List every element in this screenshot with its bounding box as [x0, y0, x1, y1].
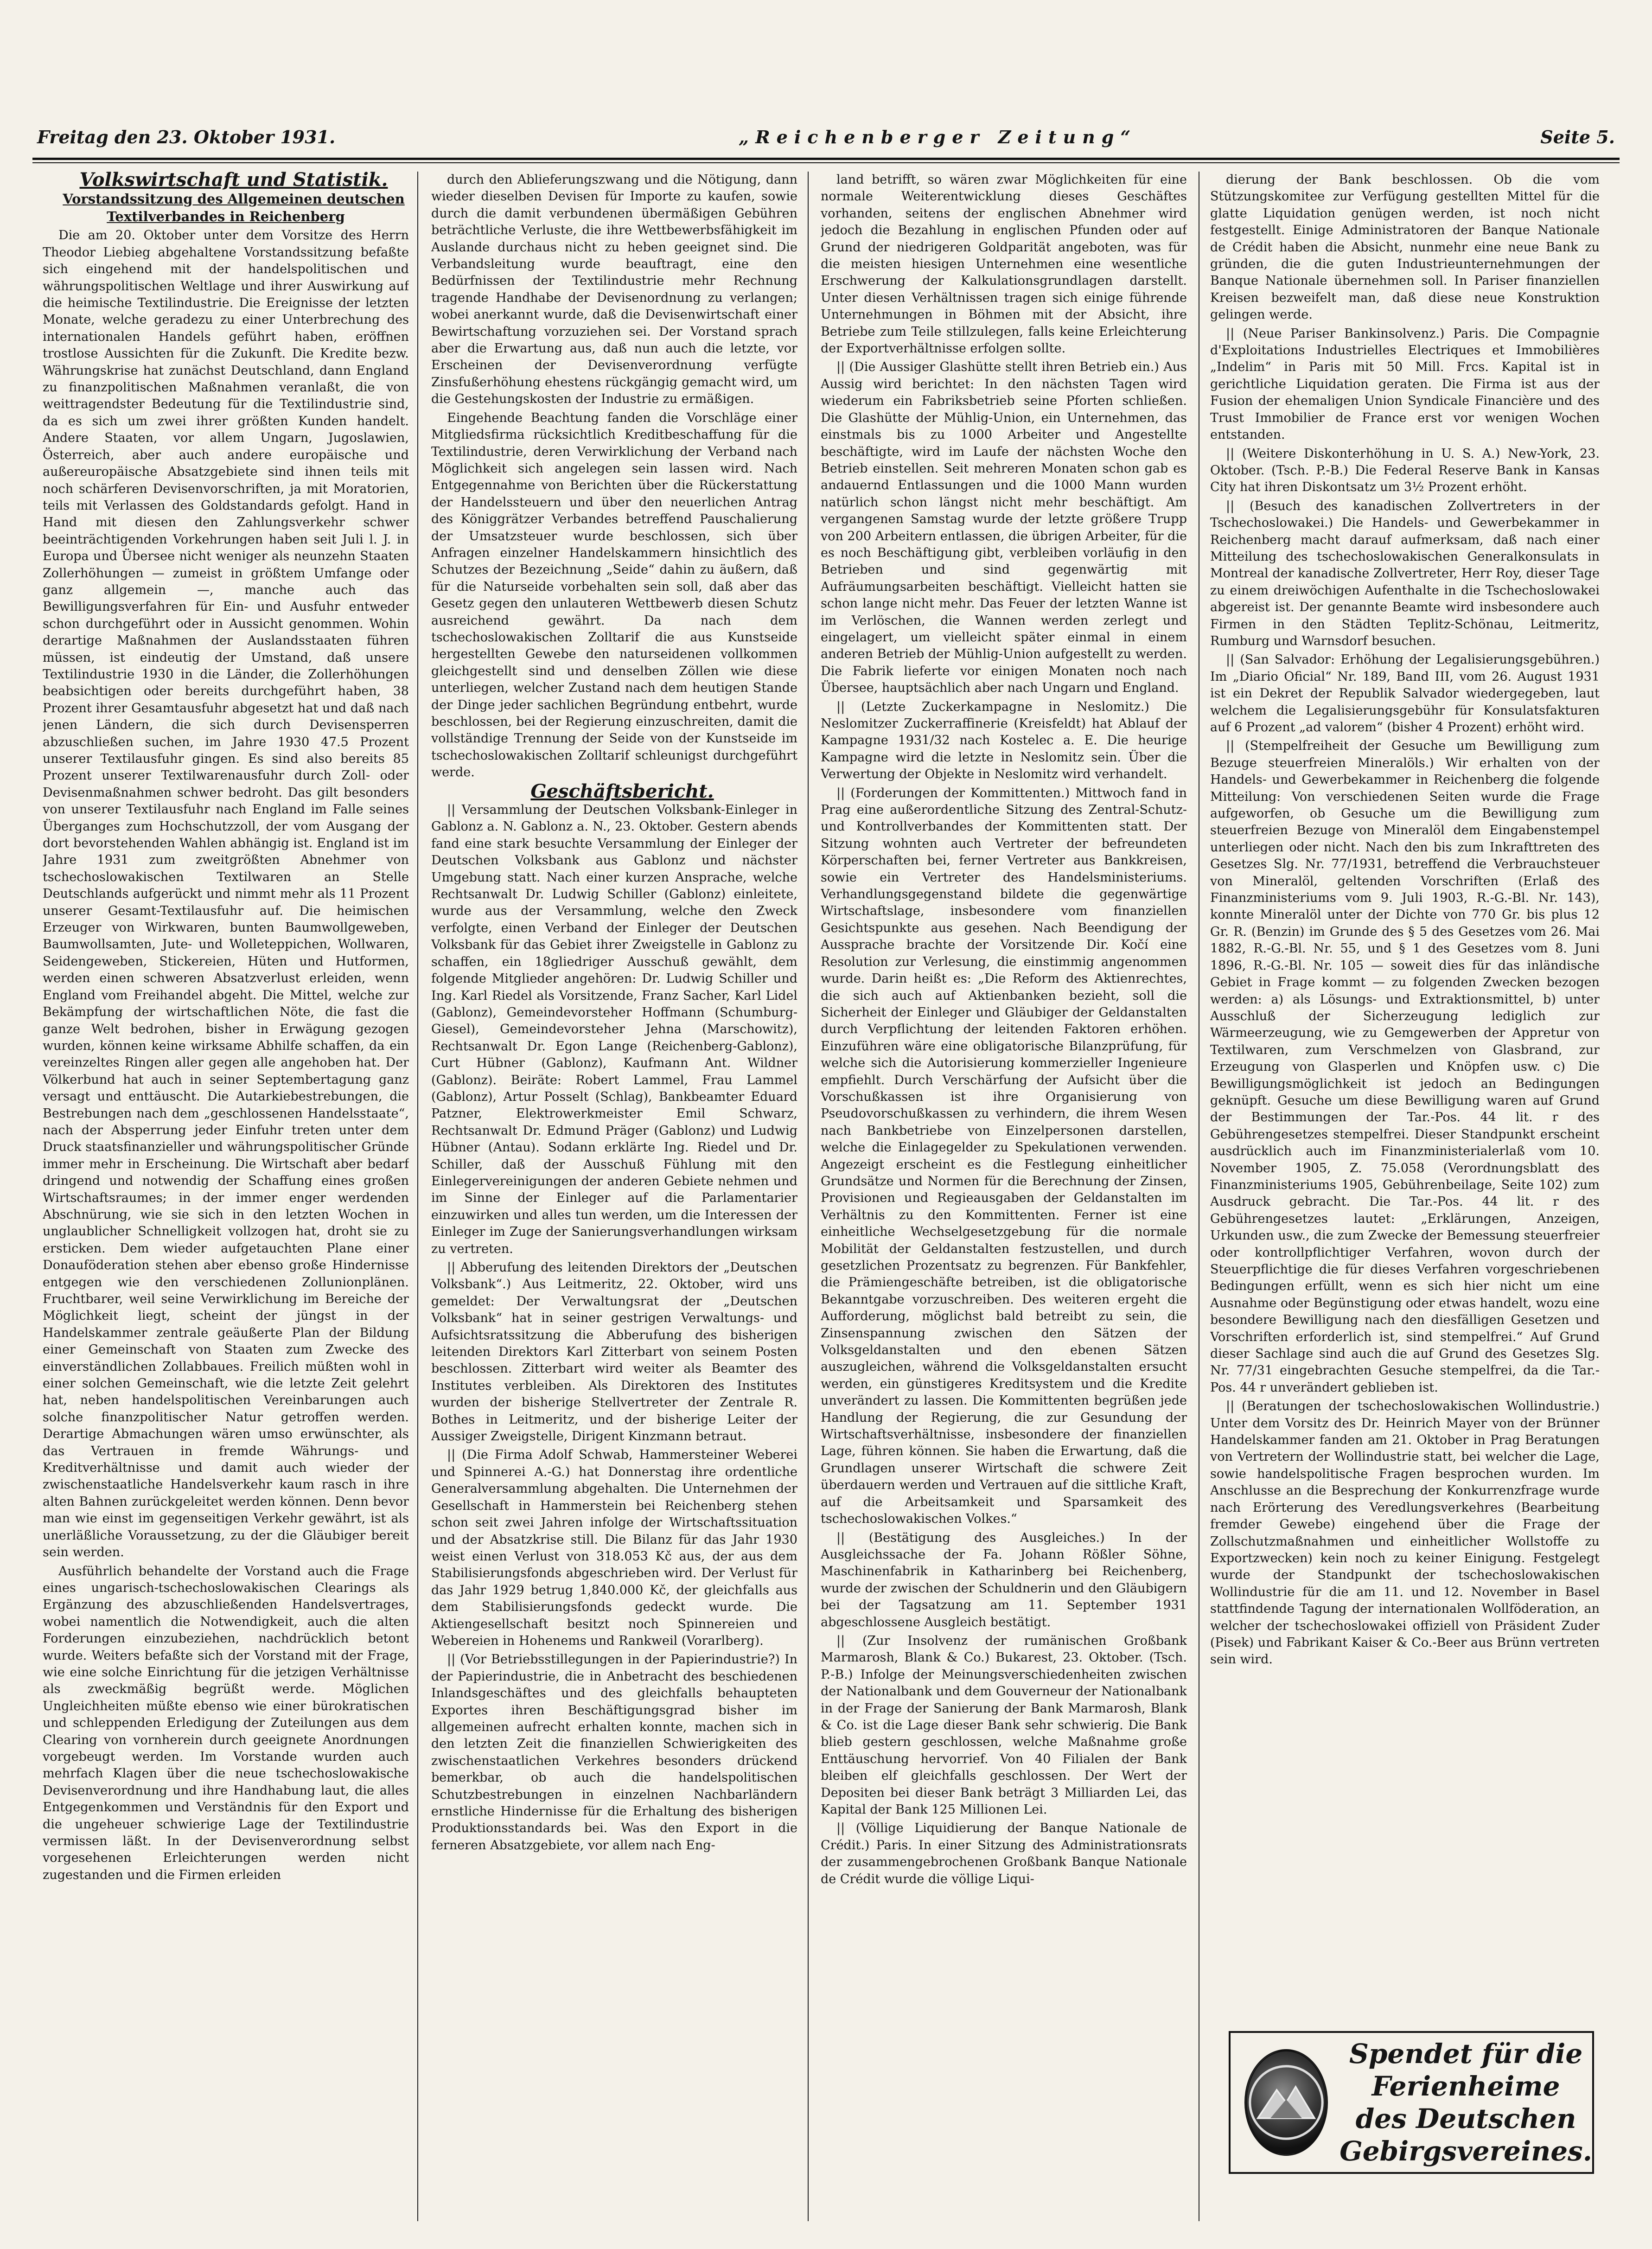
- ad-line: Ferienheime: [1371, 2070, 1560, 2102]
- column-divider: [417, 172, 418, 2221]
- ad-line: des Deutschen: [1355, 2103, 1576, 2134]
- report-item: || (Forderungen der Kommittenten.) Mittwoch fand in Prag eine außerordentliche Sitzung des Zentral-Schutz- und Kontrollverbandes der Kommittenten statt. Der Sitzung wohnten auch Vertreter der befreundeten Körperschaften bei, ferner Vertreter aus Bankkreisen, sowie ein Vertreter des Handelsministeriums. Verhandlungsgegenstand bildete die gegenwärtige Wirtschaftslage, insbesondere vom finanziellen Gesichtspunkte aus gesehen. Nach Beendigung der Aussprache brachte der Vorsitzende Dir. Kočí eine Resolution zur Verlesung, die einstimmig angenommen wurde. Darin heißt es: „Die Reform des Aktienrechtes, die sich auch auf Aktienbanken bezieht, soll die Sicherheit der Einleger und Gläubiger der Geldanstalten durch Verpflichtung der leitenden Faktoren erhöhen. Einzuführen wäre eine obligatorische Bilanzprüfung, für welche sich die Autorisierung kommerzieller Ingenieure empfiehlt. Durch Verschärfung der Aufsicht über die Vorschußkassen ist ihre Organisierung von Pseudovorschußkassen zu verhindern, die ihrem Wesen nach Bankbetriebe von Einzelpersonen darstellen, welche die Einlagegelder zu Spekulationen verwenden. Angezeigt erscheint es die Festlegung einheitlicher Grundsätze und Normen für die Berechnung der Zinsen, Provisionen und Regieausgaben der Geldanstalten im Verhältnis zu den Kommittenten. Ferner ist eine einheitliche Wechselgesetzgebung für die normale Mobilität der Geldanstalten festzustellen, und durch gesetzlichen Prozentsatz zu begrenzen. Für Bankfehler, die Prämiengeschäfte betreiben, ist die obligatorische Bekanntgabe vorzuschreiben. Des weiteren ergeht die Aufforderung, möglichst bald betreibt zu sein, die Zinsenspannung zwischen den Sätzen der Volksgeldanstalten und den ebenen Sätzen auszugleichen, während die Volksgeldanstalten ersucht werden, ein günstigeres Kreditsystem und die Kredite unverändert zu lassen. Die Kommittenten begrüßen jede Handlung der Regierung, die zur Gesundung der Wirtschaftsverhältnisse, insbesondere der finanziellen Lage, führen können. Sie haben die Erwartung, daß die Grundlagen unserer Wirtschaft die schwere Zeit überdauern werden und Vertrauen auf die sittliche Kraft, auf die Arbeitsamkeit und Sparsamkeit des tschechoslowakischen Volkes.“: [821, 786, 1187, 1527]
- report-item: || (Weitere Diskonterhöhung in U. S. A.) New-York, 23. Oktober. (Tsch. P.-B.) Die Federal Reserve Bank in Kansas City hat ihren Diskontsatz um 3½ Prozent erhöht.: [1210, 446, 1600, 495]
- newspaper-title: „Reichenberger Zeitung“: [739, 126, 1137, 147]
- report-item: || (Bestätigung des Ausgleiches.) In der Ausgleichssache der Fa. Johann Rößler Söhne, Maschinenfabrik in Katharinberg bei Reichenberg, wurde der zwischen der Schuldnerin und den Gläubigern bei der Tagsatzung am 11. September 1931 abgeschlossene Ausgleich bestätigt.: [821, 1530, 1187, 1629]
- masthead: [37, 121, 1615, 153]
- report-item: || (Die Aussiger Glashütte stellt ihren Betrieb ein.) Aus Aussig wird berichtet: In den nächsten Tagen wird wiederum ein Fabriksbetrieb seine Pforten schließen. Die Glashütte der Mühlig-Union, ein Unternehmen, das einstmals bis zu 1000 Arbeiter und Angestellte beschäftigte, wird im Laufe der nächsten Woche den Betrieb einstellen. Seit mehreren Monaten schon gab es andauernd Entlassungen und die 1000 Mann wurden natürlich schon längst nicht mehr beschäftigt. Am vergangenen Samstag wurde der letzte größere Trupp von 200 Arbeitern entlassen, die übrigen Arbeiter, für die es noch Beschäftigung gibt, verbleiben vorläufig in den Betrieben und sind gegenwärtig mit Aufräumungsarbeiten beschäftigt. Vielleicht hatten sie schon lange nicht mehr. Das Feuer der letzten Wanne ist im Verlöschen, die Wannen werden zerlegt und eingelagert, um vielleicht später einmal in einem anderen Betrieb der Mühlig-Union aufgestellt zu werden. Die Fabrik lieferte vor einigen Monaten noch nach Übersee, hauptsächlich aber nach Ungarn und England.: [821, 360, 1187, 696]
- report-item: dierung der Bank beschlossen. Ob die vom Stützungskomitee zur Verfügung gestellten Mittel für die glatte Liquidation genügen werden, ist noch nicht festgestellt. Einige Administratoren der Banque Nationale de Crédit haben die Absicht, nunmehr eine neue Bank zu gründen, die die guten Industrieunternehmungen der Banque Nationale übernehmen soll. In Pariser finanziellen Kreisen bezweifelt man, daß diese neue Konstruktion gelingen werde.: [1210, 173, 1600, 322]
- article-subtitle: Vorstandssitzung des Allgemeinen deutschen Textilverbandes in Reichenberg: [63, 191, 405, 225]
- article-paragraph: Eingehende Beachtung fanden die Vorschläge einer Mitgliedsfirma rücksichtlich Kreditbeschaffung für die Textilindustrie, deren Verwirklichung der Verband nach Möglichkeit sich angelegen sein lassen wird. Nach Entgegennahme von Berichten über die Rückerstattung der Handelssteuern und über den neuerlichen Antrag des Königgrätzer Verbandes betreffend Pauschalierung der Umsatzsteuer wurde beschlossen, sich über Anfragen einzelner Handelskammern hinsichtlich des Schutzes der Bezeichnung „Seide“ dahin zu äußern, daß für die Naturseide vorbehalten sein soll, daß aber das Gesetz gegen den unlauteren Wettbewerb diesen Schutz ausreichend gewährt. Da nach dem tschechoslowakischen Zolltarif die aus Kunstseide hergestellten Gewebe den naturseidenen vollkommen gleichgestellt sind und denselben Zöllen wie diese unterliegen, welcher Zustand nach dem heutigen Stande der Dinge jeder sachlichen Begründung entbehrt, wurde beschlossen, bei der Regierung einzuschreiten, damit die vollständige Trennung der Seide von der Kunstseide im tschechoslowakischen Zolltarif schleunigst durchgeführt werde.: [431, 410, 797, 780]
- article-paragraph: durch den Ablieferungszwang und die Nötigung, dann wieder dieselben Devisen für Importe zu kaufen, sowie durch die damit verbundenen übermäßigen Gebühren beträchtliche Verluste, die ihre Wettbewerbsfähigkeit im Auslande durchaus nicht zu heben geeignet sind. Die Verbandsleitung wurde beauftragt, eine den Bedürfnissen der Textilindustrie mehr Rechnung tragende Handhabe der Devisenordnung zu verlangen; wobei anerkannt wurde, daß die Devisenwirtschaft einer Bewirtschaftung vorzuziehen sei. Der Vorstand sprach aber die Erwartung aus, daß nun auch die letzte, vor Erscheinen der Devisenverordnung verfügte Zinsfußerhöhung ehestens rückgängig gemacht wird, um die Gestehungskosten der Industrie zu ermäßigen.: [431, 173, 797, 407]
- report-item: || (Die Firma Adolf Schwab, Hammersteiner Weberei und Spinnerei A.-G.) hat Donnerstag ihre ordentliche Generalversammlung abgehalten. Die Unternehmen der Gesellschaft in Hammerstein bei Reichenberg stehen schon seit zwei Jahren infolge der Wirtschaftssituation und der Absatzkrise still. Die Bilanz für das Jahr 1930 weist einen Verlust von 318.053 Kč aus, der aus dem Stabilisierungsfonds abgeschrieben wird. Der Verlust für das Jahr 1929 betrug 1,840.000 Kč, der gleichfalls aus dem Stabilisierungsfonds gedeckt wurde. Die Aktiengesellschaft besitzt noch Spinnereien und Webereien in Hohenems und Rankweil (Vorarlberg).: [431, 1448, 797, 1648]
- section-title-business-report: Geschäftsbericht.: [530, 780, 714, 802]
- report-item: || (Besuch des kanadischen Zollvertreters in der Tschechoslowakei.) Die Handels- und Gewerbekammer in Reichenberg macht darauf aufmerksam, daß nach einer Mitteilung des tschechoslowakischen Generalkonsulats in Montreal der kanadische Zollvertreter, Herr Roy, dieser Tage zu einem dreiwöchigen Aufenthalte in die Tschechoslowakei abgereist ist. Der genannte Beamte wird insbesondere auch Firmen in den Städten Teplitz-Schönau, Leitmeritz, Rumburg und Warnsdorf besuchen.: [1210, 498, 1600, 648]
- column-divider: [808, 172, 809, 2221]
- column-3: [821, 172, 1187, 2221]
- page-number: Seite 5.: [1540, 126, 1615, 147]
- report-item: || (Neue Pariser Bankinsolvenz.) Paris. Die Compagnie d'Exploitations Industrielles Electriques et Immobilières „Indelim“ in Paris mit 50 Mill. Frcs. Kapital ist in gerichtliche Liquidation geraten. Die Firma ist aus der Fusion der ehemaligen Union Syndicale Financière und des Trust Immobilier de France erst vor wenigen Wochen entstanden.: [1210, 326, 1600, 442]
- emblem-icon: [1244, 2049, 1328, 2156]
- report-item: || (Letzte Zuckerkampagne in Neslomitz.) Die Neslomitzer Zuckerraffinerie (Kreisfeldt) hat Ablauf der Kampagne 1931/32 nach Kostelec a. E. Die heurige Kampagne wird die letzte in Neslomitz sein. Über die Verwertung der Objekte in Neslomitz wird verhandelt.: [821, 699, 1187, 782]
- column-2: [431, 172, 797, 2221]
- column-4: [1210, 172, 1600, 2017]
- section-title-economy: Volkswirtschaft und Statistik.: [79, 172, 388, 191]
- masthead-rule-thin: [32, 162, 1620, 163]
- report-item: || (Stempelfreiheit der Gesuche um Bewilligung zum Bezuge steuerfreien Mineralöls.) Wir erhalten von der Handels- und Gewerbekammer in Reichenberg die folgende Mitteilung: Von verschiedenen Seiten wurde die Frage aufgeworfen, ob Gesuche um die Bewilligung zum steuerfreien Bezuge von Mineralöl dem Eingabenstempel unterliegen oder nicht. Nach den bis zum Inkrafttreten des Gesetzes Slg. Nr. 77/1931, betreffend die Verbrauchsteuer von Mineralöl, geltenden Vorschriften (Erlaß des Finanzministeriums vom 9. Juli 1903, R.-G.-Bl. Nr. 143), konnte Mineralöl unter der Dichte von 770 Gr. bis plus 12 Gr. R. (Benzin) im Grunde des § 5 des Gesetzes vom 26. Mai 1882, R.-G.-Bl. Nr. 55, und § 1 des Gesetzes vom 8. Juni 1896, R.-G.-Bl. Nr. 105 — soweit dies für das inländische Gebiet in Frage kommt — zu folgenden Zwecken bezogen werden: a) als Lösungs- und Extraktionsmittel, b) unter Ausschluß der Sicherzeugung lediglich zur Wärmeerzeugung, wie zu Gemgewerben der Appretur von Textilwaren, zum Verschmelzen von Glasbrand, zur Erzeugung von Glasperlen und Knöpfen usw. c) Die Bewilligungsmöglichkeit ist jedoch an Bedingungen geknüpft. Gesuche um diese Bewilligung waren auf Grund der Bestimmungen der Tar.-Pos. 44 lit. r des Gebührengesetzes stempelfrei. Dieser Standpunkt erscheint ausdrücklich auch im Finanzministerialerlaß vom 10. November 1905, Z. 75.058 (Verordnungsblatt des Finanzministeriums 1905, Gebührenbeilage, Seite 102) zum Ausdruck gebracht. Die Tar.-Pos. 44 lit. r des Gebührengesetzes lautet: „Erklärungen, Anzeigen, Urkunden usw., die zum Zwecke der Bemessung steuerfreier oder kontrollpflichtiger Verfahren, wovon durch der Steuerpflichtige die für dieses Verfahren vorgeschriebenen Bedingungen erfüllt, wenn es sich hier nicht um eine Ausnahme oder Begünstigung oder etwas handelt, wozu eine besondere Bewilligung nach den diesfälligen Gesetzen und Vorschriften erforderlich ist, sind stempelfrei.“ Auf Grund dieser Sachlage sind auch die auf Grund des Gesetzes Slg. Nr. 77/31 eingebrachten Gesuche stempelfrei, da die Tar.-Pos. 44 r unverändert geblieben ist.: [1210, 739, 1600, 1395]
- report-item: land betrifft, so wären zwar Möglichkeiten für eine normale Weiterentwicklung dieses Geschäftes vorhanden, seitens der englischen Abnehmer wird jedoch die Bezahlung in englischen Pfunden oder auf Grund der niedrigeren Goldparität angeboten, was für die meisten hiesigen Unternehmen eine wesentliche Erschwerung der Kalkulationsgrundlagen darstellt. Unter diesen Verhältnissen tragen sich einige führende Unternehmungen in Böhmen mit der Absicht, ihre Betriebe zum Teile stillzulegen, falls keine Erleichterung der Exportverhältnisse erfolgen sollte.: [821, 173, 1187, 356]
- article-paragraph: Ausführlich behandelte der Vorstand auch die Frage eines ungarisch-tschechoslowakischen Clearings als Ergänzung des abzuschließenden Handelsvertrages, wobei namentlich die Notwendigkeit, auch die alten Forderungen einzubeziehen, nachdrücklich betont wurde. Weiters befaßte sich der Vorstand mit der Frage, wie eine solche Einrichtung für die jetzigen Verhältnisse als zweckmäßig begrüßt werde. Möglichen Ungleichheiten müßte ebenso wie einer bürokratischen und schleppenden Erledigung der Zuteilungen aus dem Clearing von vornherein durch geeignete Anordnungen vorgebeugt werden. Im Vorstande wurden auch mehrfach Klagen über die neue tschechoslowakische Devisenverordnung und ihre Handhabung laut, die alles Entgegenkommen und Verständnis für den Export und die ungeheuer schwierige Lage der Textilindustrie vermissen läßt. In der Devisenverordnung selbst vorgesehenen Erleichterungen werden nicht zugestanden und die Firmen erleiden: [43, 1564, 409, 1882]
- report-item: || Abberufung des leitenden Direktors der „Deutschen Volksbank“.) Aus Leitmeritz, 22. Oktober, wird uns gemeldet: Der Verwaltungsrat der „Deutschen Volksbank“ hat in seiner gestrigen Verwaltungs- und Aufsichtsratssitzung die Abberufung des bisherigen leitenden Direktors Karl Zitterbart von seinem Posten beschlossen. Zitterbart wird weiter als Beamter des Institutes verbleiben. Als Direktoren des Institutes wurden der bisherige Stellvertreter der Zentrale R. Bothes in Leitmeritz, und der bisherige Leiter der Aussiger Zweigstelle, Dirigent Kinzmann betraut.: [431, 1260, 797, 1444]
- article-paragraph: Die am 20. Oktober unter dem Vorsitze des Herrn Theodor Liebieg abgehaltene Vorstandssitzung befaßte sich eingehend mit der handelspolitischen und währungspolitischen Weltlage und ihrer Auswirkung auf die heimische Textilindustrie. Die Ereignisse der letzten Monate, welche geradezu zu einer Unterbrechung des internationalen Handels geführt haben, eröffnen trostlose Aussichten für die Zukunft. Die Kredite bezw. Währungskrise hat zunächst Deutschland, dann England zu finanzpolitischen Maßnahmen veranlaßt, die von weittragendster Bedeutung für die Textilindustrie sind, da es sich um zwei ihrer größten Kunden handelt. Andere Staaten, vor allem Ungarn, Jugoslawien, Österreich, aber auch andere europäische und außereuropäische Absatzgebiete sind ihnen teils mit noch schärferen Devisenvorschriften, ja mit Moratorien, teils mit Verlassen des Goldstandards gefolgt. Hand in Hand mit diesen den Zahlungsverkehr schwer beeinträchtigenden Vorkehrungen haben seit Juli l. J. in Europa und Übersee nicht weniger als neunzehn Staaten Zollerhöhungen — zumeist in größtem Umfange oder ganz allgemein —, manche auch das Bewilligungsverfahren für Ein- und Ausfuhr entweder schon durchgeführt oder in Aussicht genommen. Wohin derartige Maßnahmen der Auslandsstaaten führen müssen, ist eindeutig der Umstand, daß unsere Textilindustrie 1930 in die Länder, die Zollerhöhungen beabsichtigen oder bereits durchgeführt haben, 38 Prozent ihrer Gesamtausfuhr abgesetzt hat und daß nach jenen Ländern, die sich durch Devisensperren abzuschließen suchen, im Jahre 1930 47.5 Prozent unserer Textilausfuhr gingen. Es sind also bereits 85 Prozent unserer Textilwarenausfuhr durch Zoll- oder Devisenmaßnahmen schwer bedroht. Das gilt besonders von unserer Textilausfuhr nach England im Falle seines Überganges zum Hochschutzzoll, der vom Ausgang der dort bevorstehenden Wahlen abhängig ist. England ist im Jahre 1931 zum zweitgrößten Abnehmer von tschechoslowakischen Textilwaren an Stelle Deutschlands aufgerückt und nimmt mehr als 11 Prozent unserer Gesamt-Textilausfuhr auf. Die heimischen Erzeuger von Wirkwaren, bunten Baumwollgeweben, Baumwollsamten, Jute- und Wolleteppichen, Wollwaren, Seidengeweben, Stickereien, Hüten und Hutformen, werden einen schweren Absatzverlust erleiden, wenn England vom Freihandel abgeht. Die Mittel, welche zur Bekämpfung der wirtschaftlichen Nöte, die fast die ganze Welt bedrohen, bisher in Erwägung gezogen wurden, können keine wirksame Abhilfe schaffen, da ein vereinzeltes Ringen aller gegen alle angehoben hat. Der Völkerbund hat auch in seiner Septembertagung ganz versagt und enttäuscht. Die Autarkiebestrebungen, die Bestrebungen nach dem „geschlossenen Handelsstaate“, nach der Absperrung jeder Einfuhr treten unter dem Druck staatsfinanzieller und währungspolitischer Gründe immer mehr in Erscheinung. Die Wirtschaft aber bedarf dringend und notwendig der Schaffung eines großen Wirtschaftsraumes; in der immer enger werdenden Abschnürung, wie sie sich in den letzten Wochen in unglaublicher Schnelligkeit vollzogen hat, droht sie zu ersticken. Dem wieder aufgetauchten Plane einer Donauföderation stehen aber ebenso große Hindernisse entgegen wie den verschiedenen Zollunionplänen. Fruchtbarer, weil seine Verwirklichung im Bereiche der Möglichkeit liegt, scheint der jüngst in der Handelskammer zentrale geäußerte Plan der Bildung einer Gemeinschaft von Staaten zum Zwecke des einverständlichen Zollabbaues. Freilich müßten wohl in einer solchen Gemeinschaft, wie die letzte Zeit gelehrt hat, neben handelspolitischen Vereinbarungen auch solche finanzpolitischer Natur getroffen werden. Derartige Abmachungen wären umso erwünschter, als das Vertrauen in fremde Währungs- und Kreditverhältnisse und damit auch wieder der zwischenstaatliche Handelsverkehr kaum rasch in ihre alten Bahnen zurückgeleitet werden können. Denn bevor man wie einst im gegenseitigen Verkehr gewährt, ist als unerläßliche Voraussetzung, zu der die Gläubiger bereit sein werden.: [43, 228, 409, 1560]
- masthead-rule: [32, 158, 1620, 160]
- report-item: || (San Salvador: Erhöhung der Legalisierungsgebühren.) Im „Diario Oficial“ Nr. 189, Band III, vom 26. August 1931 ist ein Dekret der Republik Salvador wiedergegeben, laut welchem die Legalisierungsgebühr für Konsulatsfakturen auf 6 Prozent „ad valorem“ (bisher 4 Prozent) erhöht wird.: [1210, 652, 1600, 735]
- report-item: || (Zur Insolvenz der rumänischen Großbank Marmarosh, Blank & Co.) Bukarest, 23. Oktober. (Tsch. P.-B.) Infolge der Meinungsverschiedenheiten zwischen der Nationalbank und dem Gouverneur der Nationalbank in der Frage der Sanierung der Bank Marmarosh, Blank & Co. ist die Lage dieser Bank sehr schwierig. Die Bank blieb gestern geschlossen, welche Maßnahme große Enttäuschung hervorrief. Von 40 Filialen der Bank bleiben elf gleichfalls geschlossen. Der Wert der Depositen bei dieser Bank beträgt 3 Milliarden Lei, das Kapital der Bank 125 Millionen Lei.: [821, 1633, 1187, 1817]
- issue-date: Freitag den 23. Oktober 1931.: [37, 126, 336, 147]
- ad-line: Gebirgsvereines.: [1339, 2135, 1592, 2167]
- mountain-emblem-icon: [1247, 2063, 1326, 2142]
- advertisement-box: [1229, 2031, 1594, 2174]
- column-1: [43, 172, 409, 2221]
- report-item: || Versammlung der Deutschen Volksbank-Einleger in Gablonz a. N. Gablonz a. N., 23. Oktober. Gestern abends fand eine stark besuchte Versammlung der Einleger der Deutschen Volksbank aus Gablonz und nächster Umgebung statt. Nach einer kurzen Ansprache, welche Rechtsanwalt Dr. Ludwig Schiller (Gablonz) einleitete, wurde aus der Versammlung, welche den Zweck verfolgte, einen Verband der Einleger der Deutschen Volksbank für das Gebiet ihrer Zweigstelle in Gablonz zu schaffen, ein 18gliedriger Ausschuß gewählt, dem folgende Mitglieder angehören: Dr. Ludwig Schiller und Ing. Karl Riedel als Vorsitzende, Franz Sacher, Karl Lidel (Gablonz), Gemeindevorsteher Hoffmann (Schumburg-Giesel), Gemeindevorsteher Jehna (Marschowitz), Rechtsanwalt Dr. Egon Lange (Reichenberg-Gablonz), Curt Hübner (Gablonz), Kaufmann Ant. Wildner (Gablonz). Beiräte: Robert Lammel, Frau Lammel (Gablonz), Artur Posselt (Schlag), Bankbeamter Eduard Patzner, Elektrowerkmeister Emil Schwarz, Rechtsanwalt Dr. Edmund Präger (Gablonz) und Ludwig Hübner (Antau). Sodann erklärte Ing. Riedel und Dr. Schiller, daß der Ausschuß Fühlung mit den Einlegervereinigungen der anderen Gebiete nehmen und im Sinne der Einleger auf die Parlamentarier einzuwirken und alles tun werden, um die Interessen der Einleger im Zuge der Sanierungsverhandlungen wirksam zu vertreten.: [431, 803, 797, 1256]
- ad-line: Spendet für die: [1349, 2038, 1583, 2070]
- report-item: || (Beratungen der tschechoslowakischen Wollindustrie.) Unter dem Vorsitz des Dr. Heinrich Mayer von der Brünner Handelskammer fanden am 21. Oktober in Prag Beratungen von Vertretern der Wollindustrie statt, bei welcher die Lage, sowie handelspolitische Fragen besprochen wurden. Im Anschlusse an die Besprechung der Konkurrenzfrage wurde nach Erörterung des Veredlungsverkehres (Bearbeitung fremder Gewebe) eingehend über die Frage der Zollschutzmaßnahmen und einheitlicher Wollstoffe zu Exportzwecken) kein noch zu keiner Einigung. Festgelegt wurde der Standpunkt der tschechoslowakischen Wollindustrie für die am 11. und 12. November in Basel stattfindende Tagung der internationalen Wollföderation, an welcher der tschechoslowakei offiziell von Präsident Zuder (Pisek) und Fabrikant Kaiser & Co.-Beer aus Brünn vertreten sein wird.: [1210, 1399, 1600, 1667]
- advertisement-text: [1339, 2038, 1592, 2167]
- report-item: || (Vor Betriebsstillegungen in der Papierindustrie?) In der Papierindustrie, die in Anbetracht des beschiedenen Inlandsgeschäftes und des gleichfalls behaupteten Exportes ihren Beschäftigungsgrad bisher im allgemeinen aufrecht erhalten konnte, machen sich in den letzten Zeit die finanziellen Schwierigkeiten des zwischenstaatlichen Verkehres besonders drückend bemerkbar, ob auch die handelspolitischen Schutzbestrebungen in einzelnen Nachbarländern ernstliche Hindernisse für die Erhaltung des bisherigen Produktionsstandards bei. Was den Export in die ferneren Absatzgebiete, vor allem nach Eng-: [431, 1652, 797, 1853]
- report-item: || (Völlige Liquidierung der Banque Nationale de Crédit.) Paris. In einer Sitzung des Administrationsrats der zusammengebrochenen Großbank Banque Nationale de Crédit wurde die völlige Liqui-: [821, 1821, 1187, 1886]
